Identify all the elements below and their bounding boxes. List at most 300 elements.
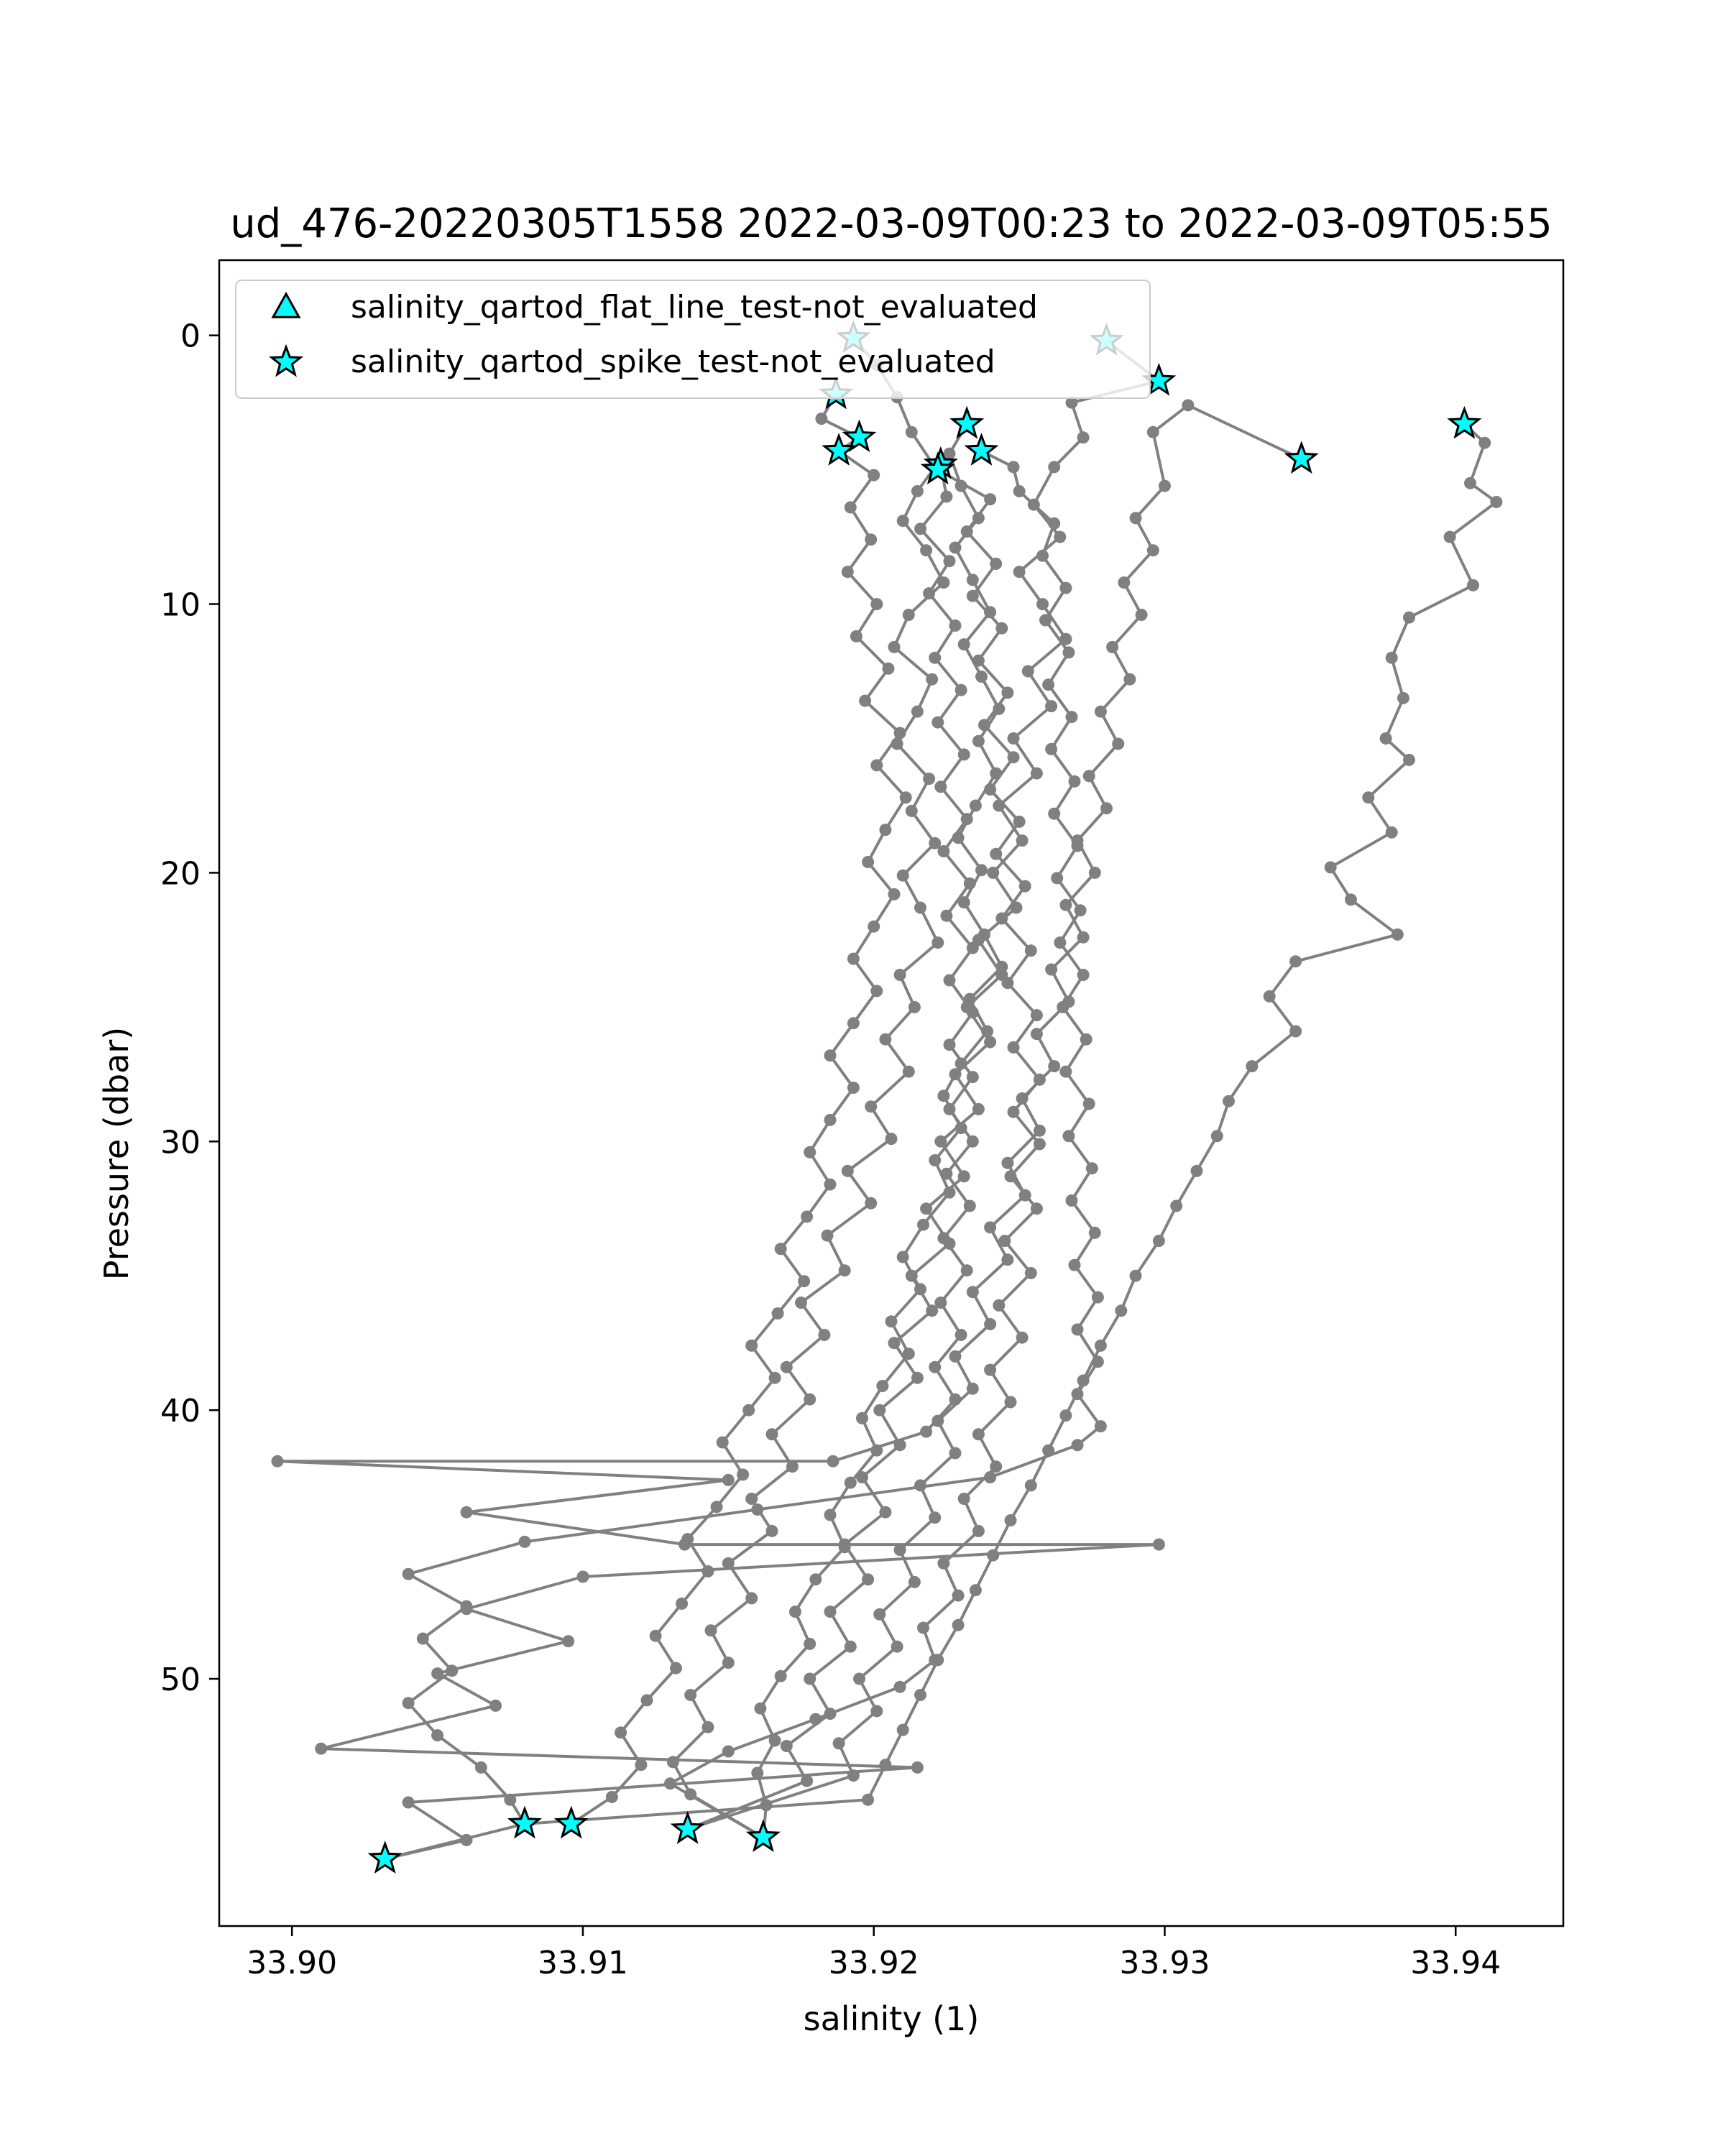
profile-point [906,1270,918,1282]
profile-point [1153,1539,1165,1551]
profile-point [1008,461,1020,473]
profile-point [1028,499,1040,511]
profile-point [847,1769,860,1782]
profile-point [1001,1157,1013,1169]
profile-point [809,1573,822,1585]
legend [236,280,1150,398]
y-tick-label: 0 [180,318,201,355]
profile-point [993,800,1005,812]
profile-point [955,480,967,492]
profile-point [937,1232,949,1244]
profile-point [984,1471,996,1483]
profile-point [804,1393,816,1406]
profile-point [873,1404,886,1416]
profile-point [955,1329,967,1341]
profile-point [967,1135,979,1148]
profile-point [862,856,874,868]
profile-point [745,1340,758,1352]
profile-point [1403,754,1415,766]
profile-point [676,1598,688,1610]
profile-point [711,1501,723,1513]
profile-point [972,1428,985,1440]
profile-point [937,845,949,857]
profile-point [1016,1092,1029,1105]
profile-point [1386,652,1398,664]
profile-point [1059,1409,1072,1422]
profile-point [870,1705,883,1717]
profile-point [775,1670,787,1682]
profile-point [914,1283,926,1295]
profile-point [769,1372,781,1384]
profile-point [972,1525,985,1537]
profile-point [1467,579,1479,591]
profile-point [766,1525,778,1537]
profile-point [1034,1138,1046,1151]
profile-point [944,975,956,987]
x-tick-label: 33.90 [247,1945,338,1981]
profile-point [402,1697,415,1709]
profile-point [1001,686,1013,699]
profile-point [801,1775,813,1787]
profile-point [1072,1439,1084,1451]
profile-point [1031,1009,1043,1021]
profile-point [1089,867,1101,879]
profile-point [955,1122,967,1134]
profile-point [1011,902,1023,914]
x-tick-label: 33.93 [1119,1945,1210,1981]
profile-point [970,1584,982,1596]
profile-point [1325,861,1337,873]
profile-point [914,1479,926,1491]
profile-point [781,1361,793,1373]
profile-point [845,502,857,514]
profile-point [865,533,877,545]
profile-point [1086,1162,1098,1174]
profile-point [475,1761,487,1774]
profile-point [504,1794,516,1806]
profile-point [995,913,1008,925]
profile-point [1072,1324,1084,1336]
profile-point [862,1794,874,1806]
profile-point [923,587,935,599]
profile-point [1062,646,1075,658]
profile-point [1042,1445,1054,1457]
profile-point [990,848,1002,860]
chart-title: ud_476-20220305T1558 2022-03-09T00:23 to 2022-03-09T05:55 [230,201,1552,247]
profile-point [886,1133,898,1145]
profile-point [1008,751,1020,763]
profile-point [975,864,988,876]
profile-point [1045,743,1057,755]
profile-point [914,1689,926,1701]
profile-point [722,1557,735,1570]
profile-point [824,1509,837,1521]
profile-point [993,1299,1005,1312]
profile-point [1039,614,1052,627]
profile-point [870,1445,883,1457]
profile-point [873,1608,886,1621]
profile-point [402,1568,415,1580]
profile-point [766,1428,778,1440]
profile-point [1223,1095,1235,1107]
profile-point [949,542,962,554]
profile-point [944,1187,956,1199]
profile-point [868,921,880,933]
profile-point [879,1506,891,1519]
profile-point [315,1743,327,1755]
profile-point [1444,531,1456,543]
profile-point [519,1536,531,1548]
profile-point [1031,1028,1043,1040]
profile-point [664,1777,676,1789]
profile-point [1034,1074,1046,1086]
y-tick-label: 20 [160,855,201,893]
profile-point [1072,1388,1084,1400]
profile-point [1386,826,1398,839]
profile-point [972,512,985,524]
profile-point [1025,944,1037,957]
profile-point [795,1296,807,1309]
profile-point [489,1700,502,1712]
profile-point [1478,437,1491,449]
profile-point [955,684,967,696]
profile-point [1147,426,1159,438]
profile-point [402,1797,415,1809]
profile-point [1147,544,1159,556]
profile-point [990,1460,1002,1473]
profile-point [1019,880,1031,893]
profile-point [990,768,1002,780]
profile-point [839,1264,851,1276]
profile-point [641,1694,653,1706]
profile-point [1013,816,1026,828]
profile-point [1031,1202,1043,1215]
profile-point [847,953,860,965]
profile-point [1025,1267,1037,1279]
profile-point [1075,904,1087,916]
profile-point [1083,770,1095,782]
profile-point [870,985,883,997]
profile-point [894,1681,906,1693]
profile-point [822,1230,834,1242]
profile-point [972,1103,985,1115]
profile-point [984,783,996,796]
profile-point [1077,969,1090,981]
profile-point [993,703,1005,715]
legend-label-flat-line: salinity_qartod_flat_line_test-not_evaluated [351,289,1038,326]
profile-point [981,1026,993,1038]
profile-point [1115,1304,1127,1317]
profile-point [824,1114,837,1126]
profile-point [702,1565,714,1577]
profile-point [1083,1098,1095,1110]
profile-point [804,1146,816,1158]
profile-point [944,448,956,460]
profile-point [920,1202,932,1215]
profile-point [845,1477,857,1489]
profile-point [1100,802,1113,814]
profile-point [1182,399,1194,411]
profile-point [920,544,932,556]
profile-point [967,590,979,602]
profile-point [684,1689,696,1701]
profile-point [678,1539,691,1551]
profile-point [967,1286,979,1298]
profile-point [717,1437,729,1449]
profile-point [815,413,827,425]
profile-point [894,727,906,740]
profile-point [1106,641,1118,653]
profile-point [958,896,970,908]
profile-point [888,1337,901,1349]
legend-label-spike: salinity_qartod_spike_test-not_evaluated [351,344,995,380]
profile-point [937,1557,949,1570]
profile-point [1170,1200,1182,1212]
profile-point [894,1544,906,1556]
profile-point [958,638,970,650]
profile-point [853,1673,865,1685]
profile-point [1069,775,1081,788]
y-tick-label: 40 [160,1393,201,1430]
profile-point [958,1170,970,1182]
profile-point [911,485,924,497]
profile-point [944,1103,956,1115]
profile-point [745,1592,758,1604]
profile-point [1016,834,1029,847]
profile-point [1022,665,1034,678]
profile-point [876,1380,888,1392]
profile-point [1036,550,1049,562]
profile-point [1362,791,1374,803]
profile-point [1016,1332,1029,1344]
profile-point [1048,461,1060,473]
profile-point [635,1759,647,1771]
profile-point [1013,566,1026,578]
profile-point [940,491,952,503]
profile-point [903,609,915,621]
x-axis-label: salinity (1) [803,1999,980,2038]
y-tick-label: 30 [160,1124,201,1161]
profile-point [1025,1479,1037,1491]
profile-point [1045,964,1057,976]
profile-point [984,1318,996,1330]
profile-point [967,573,979,586]
profile-point [1095,1420,1107,1432]
profile-point [670,1662,682,1674]
profile-point [845,1641,857,1653]
profile-point [461,1834,473,1846]
profile-point [1008,1106,1020,1118]
profile-point [934,1296,947,1309]
profile-point [842,566,854,578]
profile-point [944,1038,956,1051]
profile-point [722,1474,735,1486]
profile-point [1345,893,1357,906]
profile-point [751,1766,763,1779]
profile-point [417,1633,429,1645]
profile-point [949,1447,962,1460]
profile-point [1059,899,1072,911]
profile-point [1048,1060,1060,1072]
profile-point [754,1703,766,1715]
profile-point [967,942,979,954]
profile-point [1045,700,1057,712]
profile-point [577,1571,589,1583]
profile-point [1095,706,1107,718]
profile-point [914,902,926,914]
profile-point [897,1251,909,1263]
profile-point [906,805,918,817]
profile-point [934,1135,947,1148]
profile-point [461,1506,473,1519]
profile-point [1066,1194,1078,1207]
profile-point [1123,673,1136,686]
profile-point [967,1383,979,1395]
profile-point [1034,1125,1046,1137]
profile-point [859,695,871,707]
profile-point [984,1036,996,1049]
profile-point [894,969,906,981]
profile-point [870,598,883,610]
profile-point [1211,1130,1223,1142]
profile-point [839,1539,851,1551]
profile-point [987,1549,999,1562]
profile-point [1051,872,1063,884]
profile-point [879,1759,891,1771]
profile-point [929,652,941,664]
profile-point [911,706,924,718]
profile-point [958,748,970,760]
profile-point [891,738,903,750]
profile-point [883,663,895,675]
profile-point [1005,1170,1017,1182]
profile-point [1031,768,1043,780]
profile-point [272,1455,284,1468]
profile-point [961,1264,973,1276]
profile-point [917,1622,929,1634]
profile-point [952,1590,965,1602]
profile-point [868,469,880,482]
profile-point [1077,431,1090,443]
profile-point [722,1746,735,1758]
profile-point [920,1426,932,1438]
profile-point [1054,531,1066,543]
profile-point [967,1071,979,1083]
profile-point [1054,936,1066,949]
profile-point [978,719,990,731]
profile-point [897,870,909,882]
profile-point [952,1619,965,1631]
profile-point [1118,576,1130,589]
profile-point [833,1737,845,1749]
profile-point [1130,1270,1142,1282]
profile-point [827,1455,840,1468]
profile-point [934,780,947,793]
profile-point [990,558,1002,570]
profile-point [847,1082,860,1094]
profile-point [984,1364,996,1376]
profile-point [1066,711,1078,723]
profile-point [1380,732,1392,745]
profile-point [961,525,973,538]
profile-point [929,1154,941,1166]
profile-point [1112,738,1124,750]
profile-point [972,735,985,747]
profile-point [964,1200,976,1212]
profile-point [891,1641,903,1653]
profile-point [972,655,985,667]
profile-point [984,493,996,505]
profile-point [870,759,883,771]
profile-point [1001,1253,1013,1266]
profile-point [984,1221,996,1233]
profile-point [818,1329,830,1341]
profile-point [995,622,1008,635]
profile-point [911,1761,924,1774]
profile-point [998,1235,1011,1247]
profile-point [1095,1340,1107,1352]
profile-point [937,576,949,589]
profile-point [804,1673,816,1685]
profile-point [1059,582,1072,594]
profile-point [932,1415,944,1427]
profile-point [914,522,926,535]
profile-point [908,1001,921,1013]
profile-point [949,619,962,632]
profile-point [940,1168,952,1180]
profile-point [970,800,982,812]
profile-point [850,630,862,642]
profile-point [650,1630,662,1642]
profile-point [862,1573,874,1585]
profile-point [1005,1396,1017,1409]
profile-point [932,936,944,949]
profile-point [987,867,999,879]
profile-point [769,1735,781,1747]
x-tick-label: 33.94 [1410,1945,1501,1981]
profile-point [824,1179,837,1191]
profile-point [903,1348,915,1360]
profile-point [1490,496,1502,508]
profile-point [1001,977,1013,989]
profile-point [908,1576,921,1588]
profile-point [1246,1060,1258,1072]
profile-point [809,1713,822,1726]
profile-point [1042,678,1054,691]
profile-point [1092,1291,1104,1304]
profile-point [786,1460,799,1473]
y-axis-label: Pressure (dbar) [97,1026,136,1281]
profile-point [929,1511,941,1524]
profile-point [702,1721,714,1733]
profile-point [879,1033,891,1046]
profile-point [824,1049,837,1061]
profile-point [751,1503,763,1516]
x-tick-label: 33.91 [537,1945,628,1981]
profile-point [949,1393,962,1406]
profile-point [801,1211,813,1223]
profile-point [667,1756,679,1768]
profile-point [606,1791,618,1803]
profile-point [1089,1227,1101,1239]
profile-point [1048,808,1060,820]
profile-point [722,1657,735,1669]
profile-point [1077,931,1090,944]
profile-point [888,888,901,900]
profile-point [1062,1130,1075,1142]
profile-point [967,1006,979,1018]
profile-point [1077,1375,1090,1387]
